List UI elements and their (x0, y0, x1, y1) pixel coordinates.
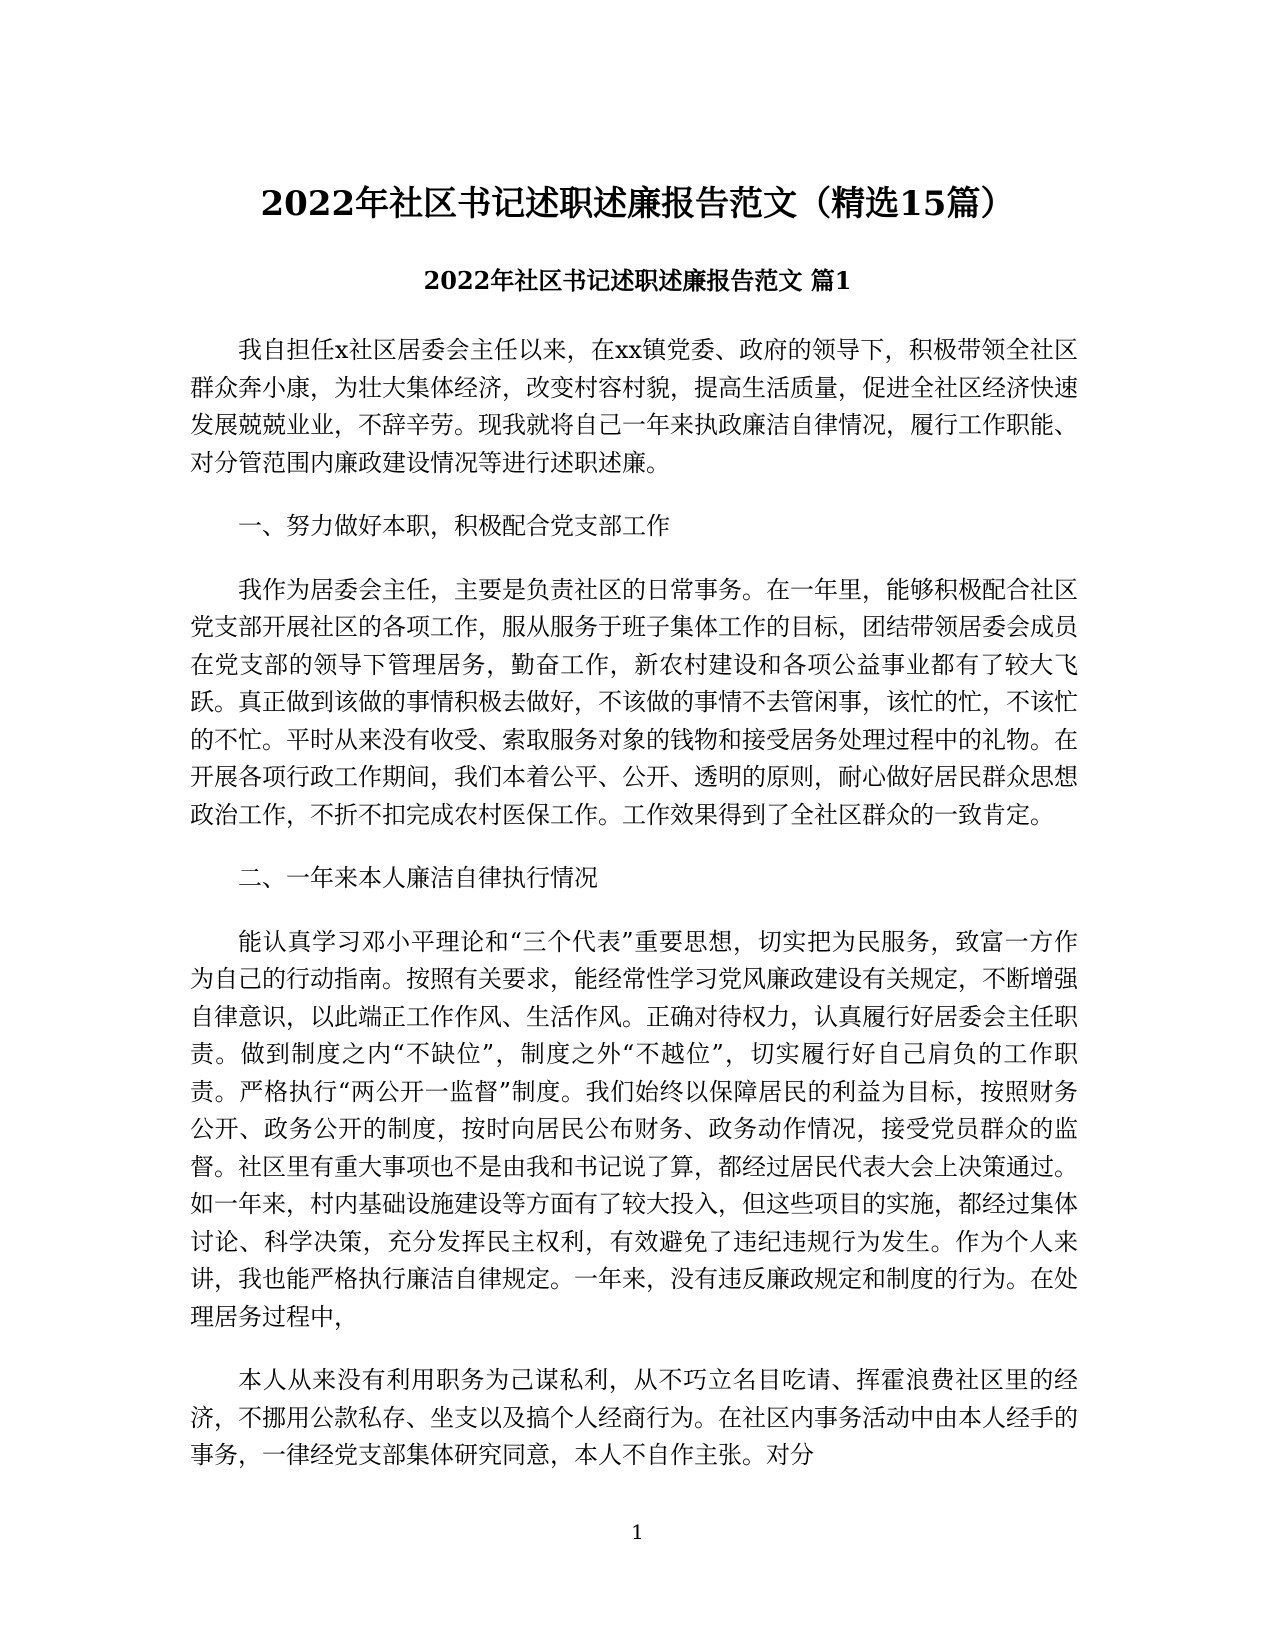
document-body (190, 332, 1078, 1501)
page-number: 1 (631, 1520, 644, 1544)
paragraph-self-discipline: 能认真学习邓小平理论和“三个代表”重要思想，切实把为民服务，致富一方作为自己的行动指南。按照有关要求，能经常性学习党风廉政建设有关规定，不断增强自律意识，以此端正工作作风、生活作风。正确对待权力，认真履行好居委会主任职责。做到制度之内“不缺位”，制度之外“不越位”，切实履行好自己肩负的工作职责。严格执行“两公开一监督”制度。我们始终以保障居民的利益为目标，按照财务公开、政务公开的制度，按时向居民公布财务、政务动作情况，接受党员群众的监督。社区里有重大事项也不是由我和书记说了算，都经过居民代表大会上决策通过。如一年来，村内基础设施建设等方面有了较大投入，但这些项目的实施，都经过集体讨论、科学决策，充分发挥民主权利，有效避免了违纪违规行为发生。作为个人来讲，我也能严格执行廉洁自律规定。一年来，没有违反廉政规定和制度的行为。在处理居务过程中， (190, 927, 1078, 1331)
paragraph-duties: 我作为居委会主任，主要是负责社区的日常事务。在一年里，能够积极配合社区党支部开展社区的各项工作，服从服务于班子集体工作的目标，团结带领居委会成员在党支部的领导下管理居务，勤奋工作，新农村建设和各项公益事业都有了较大飞跃。真正做到该做的事情积极去做好，不该做的事情不去管闲事，该忙的忙，不该忙的不忙。平时从来没有收受、索取服务对象的钱物和接受居务处理过程中的礼物。在开展各项行政工作期间，我们本着公平、公开、透明的原则，耐心做好居民群众思想政治工作，不折不扣完成农村医保工作。工作效果得到了全社区群众的一致肯定。 (190, 575, 1078, 829)
section-heading-1: 一、努力做好本职，积极配合党支部工作 (238, 512, 670, 540)
section-title: 2022年社区书记述职述廉报告范文 篇1 (423, 266, 852, 295)
section-heading-2: 二、一年来本人廉洁自律执行情况 (238, 864, 598, 892)
paragraph-integrity: 本人从来没有利用职务为己谋私利，从不巧立名目吃请、挥霍浪费社区里的经济，不挪用公款私存、坐支以及搞个人经商行为。在社区内事务活动中由本人经手的事务，一律经党支部集体研究同意，本人不自作主张。对分 (190, 1366, 1078, 1469)
paragraph-intro: 我自担任x社区居委会主任以来，在xx镇党委、政府的领导下，积极带领全社区群众奔小康，为壮大集体经济，改变村容村貌，提高生活质量，促进全社区经济快速发展兢兢业业，不辞辛劳。现我就将自己一年来执政廉洁自律情况，履行工作职能、对分管范围内廉政建设情况等进行述职述廉。 (190, 336, 1078, 477)
document-title: 2022年社区书记述职述廉报告范文（精选15篇） (260, 184, 1015, 224)
